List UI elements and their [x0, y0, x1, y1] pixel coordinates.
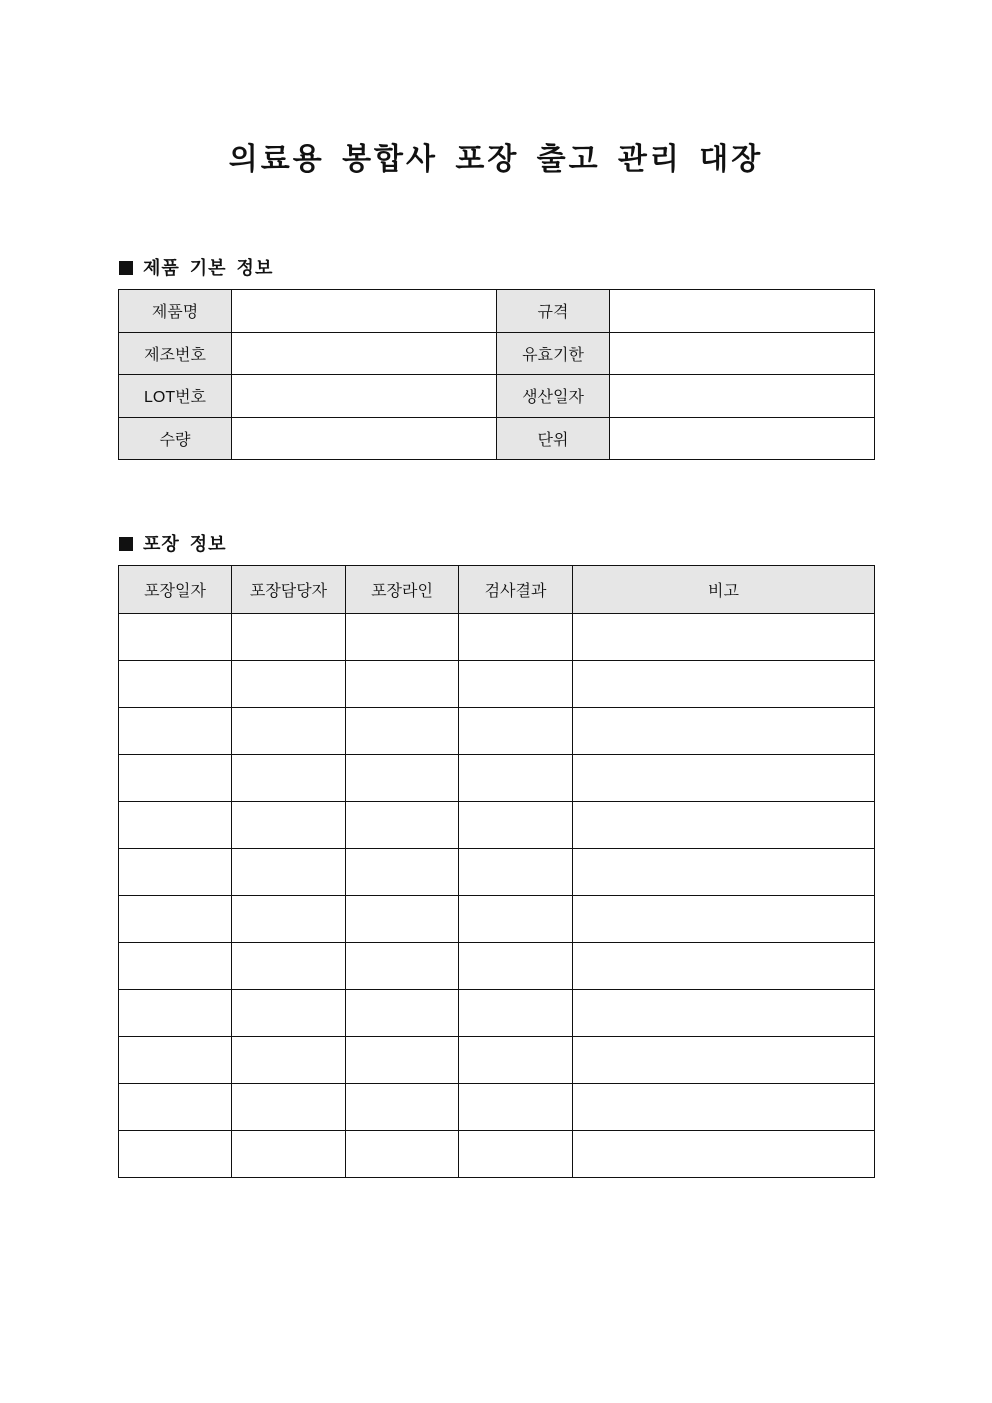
product-info-table: [118, 289, 875, 460]
field-label: 유효기한: [497, 332, 610, 375]
entry-cell[interactable]: [232, 661, 346, 708]
entry-cell[interactable]: [573, 708, 875, 755]
entry-cell[interactable]: [346, 1084, 459, 1131]
field-value-cell[interactable]: [232, 332, 497, 375]
entry-cell[interactable]: [232, 708, 346, 755]
column-header: 포장담당자: [232, 566, 346, 614]
table-row: [119, 290, 875, 333]
table-row: [119, 1037, 875, 1084]
table-row: [119, 755, 875, 802]
field-value-cell[interactable]: [610, 417, 875, 460]
field-value-cell[interactable]: [610, 332, 875, 375]
entry-cell[interactable]: [346, 755, 459, 802]
entry-cell[interactable]: [119, 614, 232, 661]
table-row: [119, 802, 875, 849]
table-row: [119, 614, 875, 661]
table-row: [119, 896, 875, 943]
table-row: [119, 417, 875, 460]
entry-cell[interactable]: [573, 1037, 875, 1084]
entry-cell[interactable]: [346, 849, 459, 896]
field-label: 생산일자: [497, 375, 610, 418]
entry-cell[interactable]: [459, 755, 573, 802]
entry-cell[interactable]: [573, 614, 875, 661]
entry-cell[interactable]: [232, 943, 346, 990]
table-row: [119, 332, 875, 375]
packaging-info-table: [118, 565, 875, 1178]
entry-cell[interactable]: [232, 990, 346, 1037]
entry-cell[interactable]: [346, 1037, 459, 1084]
table-row: [119, 990, 875, 1037]
entry-cell[interactable]: [573, 755, 875, 802]
entry-cell[interactable]: [459, 661, 573, 708]
entry-cell[interactable]: [119, 1084, 232, 1131]
field-value-cell[interactable]: [232, 417, 497, 460]
entry-cell[interactable]: [232, 755, 346, 802]
entry-cell[interactable]: [573, 896, 875, 943]
entry-cell[interactable]: [232, 802, 346, 849]
entry-cell[interactable]: [459, 1084, 573, 1131]
entry-cell[interactable]: [232, 1084, 346, 1131]
column-header: 포장일자: [119, 566, 232, 614]
entry-cell[interactable]: [119, 1131, 232, 1178]
entry-cell[interactable]: [573, 1131, 875, 1178]
table-row: [119, 849, 875, 896]
entry-cell[interactable]: [459, 849, 573, 896]
entry-cell[interactable]: [573, 661, 875, 708]
entry-cell[interactable]: [119, 708, 232, 755]
entry-cell[interactable]: [346, 802, 459, 849]
table-row: [119, 1084, 875, 1131]
entry-cell[interactable]: [119, 1037, 232, 1084]
header-row: [119, 566, 875, 614]
page-title: 의료용 봉합사 포장 출고 관리 대장: [228, 143, 764, 176]
field-label: LOT번호: [119, 375, 232, 418]
section-heading-text: 포장 정보: [143, 534, 227, 554]
entry-cell[interactable]: [346, 990, 459, 1037]
table-row: [119, 708, 875, 755]
entry-cell[interactable]: [346, 661, 459, 708]
section-heading-packaging: [119, 530, 227, 556]
field-label: 규격: [497, 290, 610, 333]
square-bullet-icon: [119, 261, 133, 275]
entry-cell[interactable]: [232, 1131, 346, 1178]
table-row: [119, 943, 875, 990]
entry-cell[interactable]: [459, 990, 573, 1037]
field-value-cell[interactable]: [610, 375, 875, 418]
entry-cell[interactable]: [573, 849, 875, 896]
entry-cell[interactable]: [346, 708, 459, 755]
entry-cell[interactable]: [346, 896, 459, 943]
square-bullet-icon: [119, 537, 133, 551]
entry-cell[interactable]: [119, 896, 232, 943]
entry-cell[interactable]: [119, 661, 232, 708]
entry-cell[interactable]: [119, 849, 232, 896]
field-label: 제품명: [119, 290, 232, 333]
entry-cell[interactable]: [346, 1131, 459, 1178]
entry-cell[interactable]: [573, 802, 875, 849]
entry-cell[interactable]: [119, 990, 232, 1037]
field-label: 수량: [119, 417, 232, 460]
field-label: 제조번호: [119, 332, 232, 375]
entry-cell[interactable]: [232, 1037, 346, 1084]
entry-cell[interactable]: [119, 802, 232, 849]
field-value-cell[interactable]: [232, 375, 497, 418]
field-value-cell[interactable]: [232, 290, 497, 333]
column-header: 포장라인: [346, 566, 459, 614]
table-row: [119, 1131, 875, 1178]
entry-cell[interactable]: [232, 849, 346, 896]
field-value-cell[interactable]: [610, 290, 875, 333]
entry-cell[interactable]: [346, 614, 459, 661]
field-label: 단위: [497, 417, 610, 460]
entry-cell[interactable]: [573, 990, 875, 1037]
column-header: 비고: [573, 566, 875, 614]
entry-cell[interactable]: [573, 943, 875, 990]
column-header: 검사결과: [459, 566, 573, 614]
entry-cell[interactable]: [573, 1084, 875, 1131]
entry-cell[interactable]: [232, 614, 346, 661]
section-heading-product: [119, 254, 273, 280]
table-row: [119, 375, 875, 418]
entry-cell[interactable]: [459, 614, 573, 661]
entry-cell[interactable]: [459, 1131, 573, 1178]
entry-cell[interactable]: [459, 943, 573, 990]
entry-cell[interactable]: [119, 755, 232, 802]
entry-cell[interactable]: [459, 896, 573, 943]
entry-cell[interactable]: [459, 802, 573, 849]
table-row: [119, 661, 875, 708]
entry-cell[interactable]: [232, 896, 346, 943]
entry-cell[interactable]: [119, 943, 232, 990]
section-heading-text: 제품 기본 정보: [143, 258, 274, 278]
entry-cell[interactable]: [459, 708, 573, 755]
entry-cell[interactable]: [459, 1037, 573, 1084]
entry-cell[interactable]: [346, 943, 459, 990]
